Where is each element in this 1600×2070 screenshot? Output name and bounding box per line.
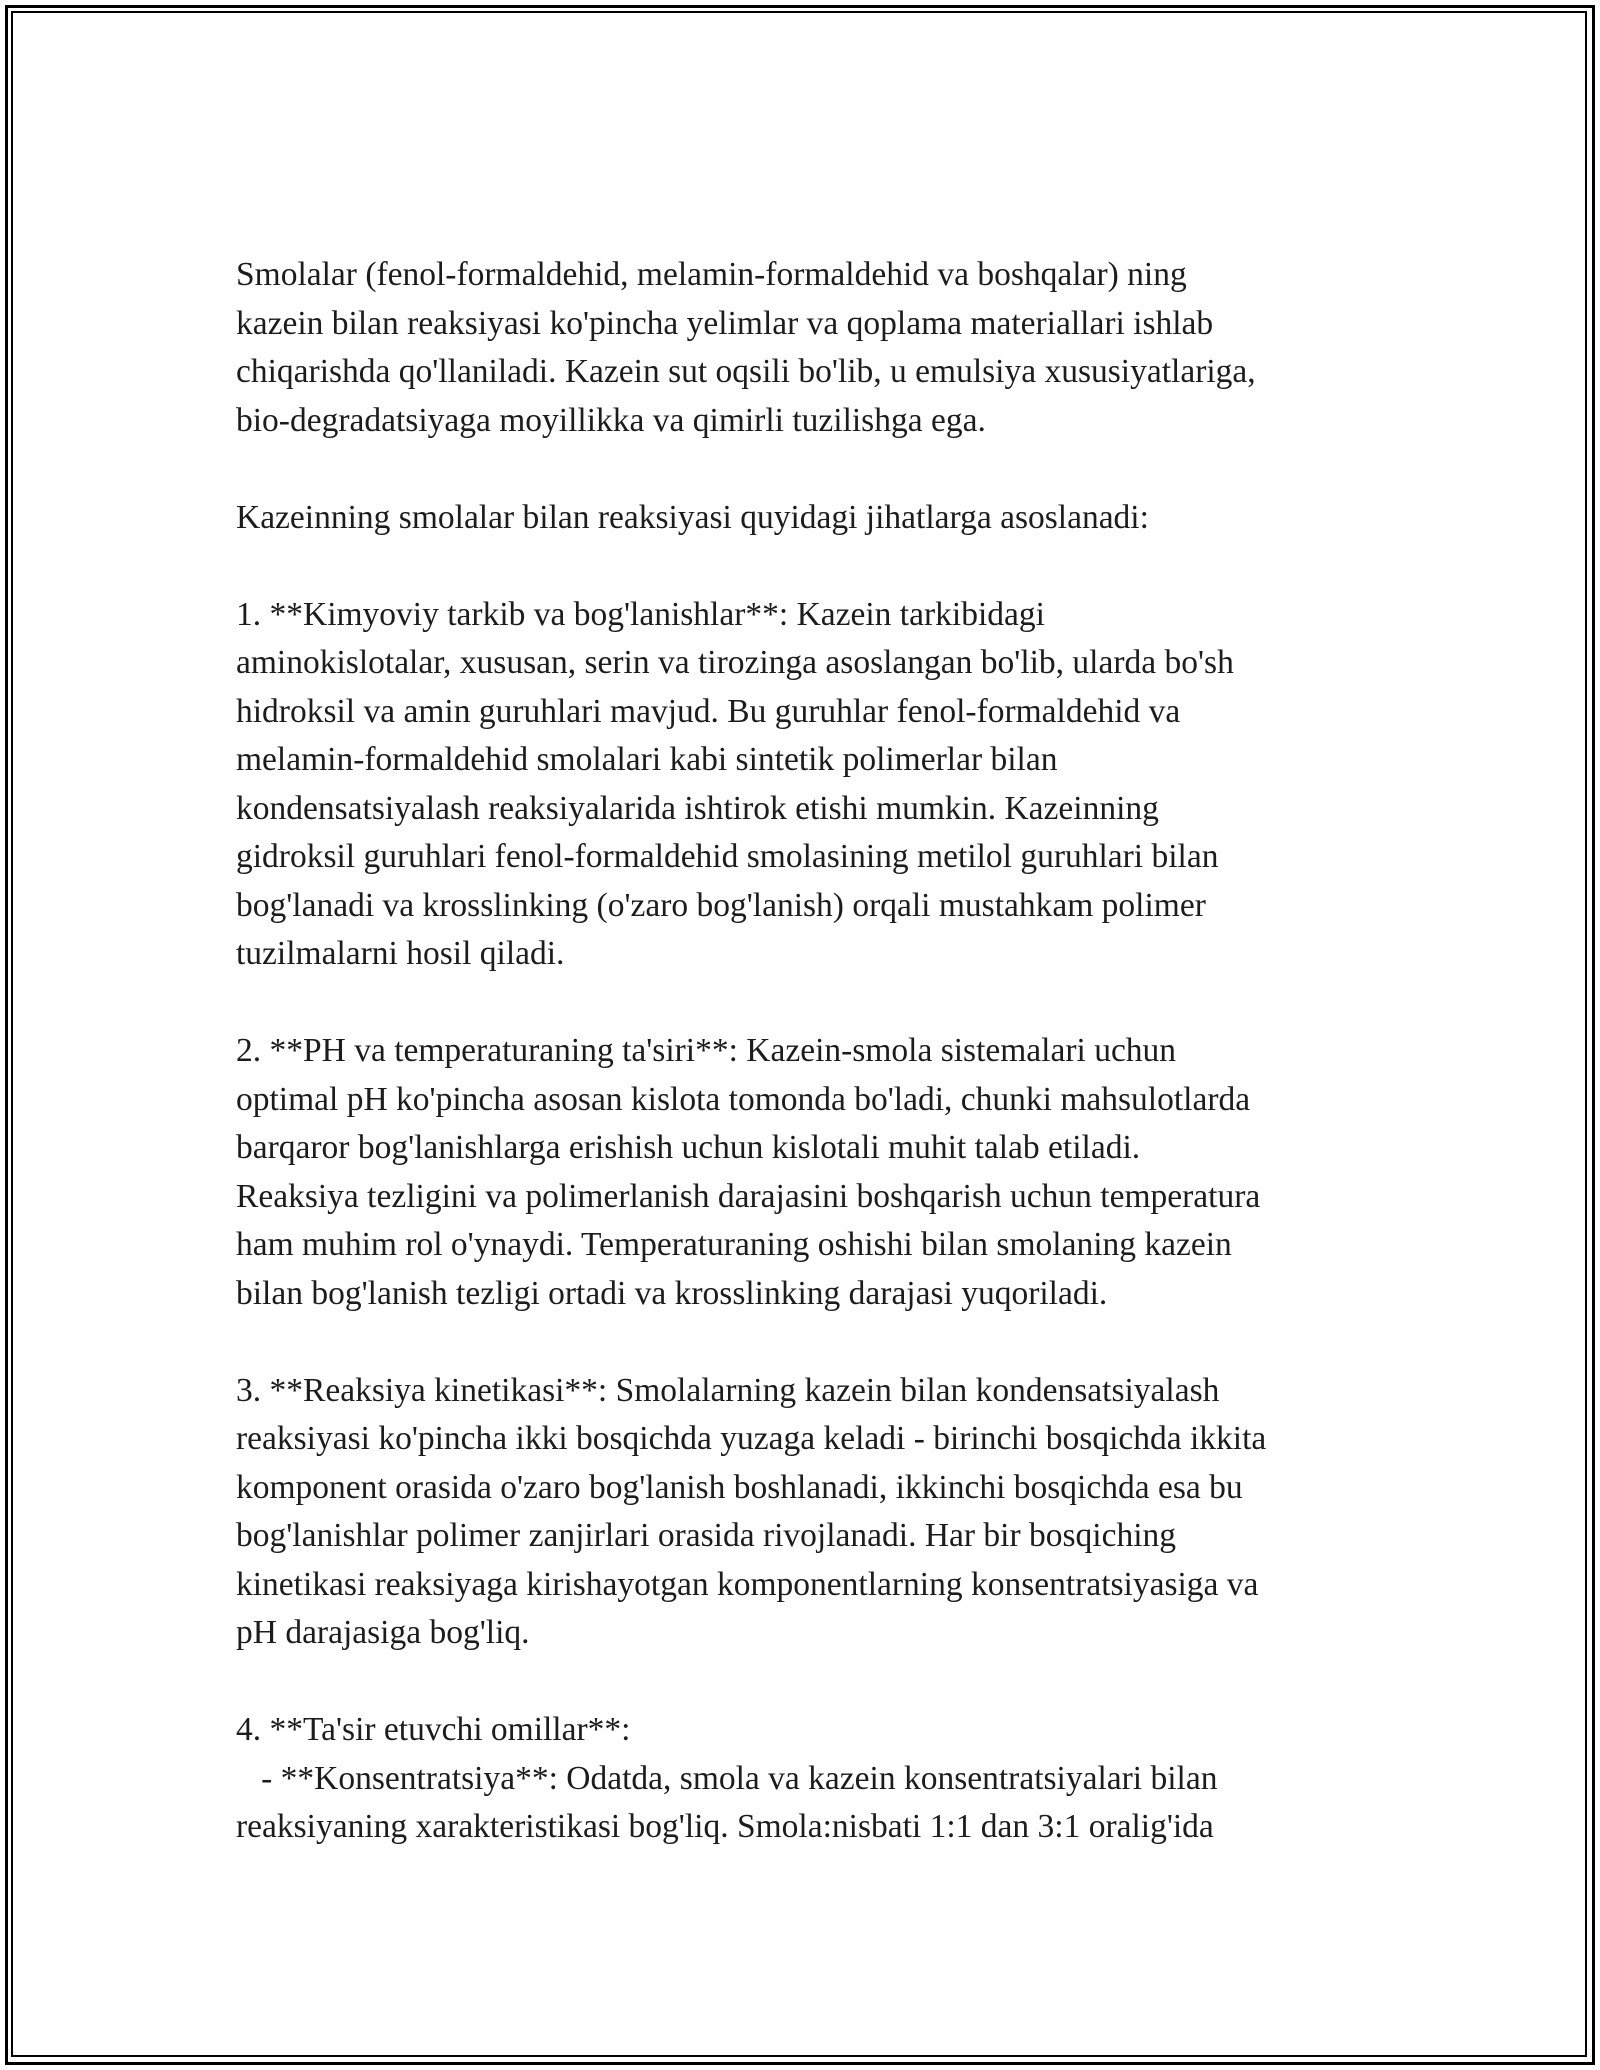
paragraph-item-1 <box>236 591 1386 979</box>
text-line: 4. **Ta'sir etuvchi omillar**: <box>236 1711 631 1748</box>
text-line: 3. **Reaksiya kinetikasi**: Smolalarning kazein bilan kondensatsiyalash <box>236 1371 1220 1409</box>
paragraph-intro <box>236 251 1386 445</box>
paragraph-item-3 <box>236 1367 1386 1658</box>
text-line: melamin-formaldehid smolalari kabi sintetik polimerlar bilan <box>236 741 1058 778</box>
text-line: aminokislotalar, xususan, serin va tirozinga asoslangan bo'lib, ularda bo'sh <box>236 644 1234 681</box>
text-line: 1. **Kimyoviy tarkib va bog'lanishlar**: Kazein tarkibidagi <box>236 595 1045 633</box>
paragraph-gap <box>236 542 1386 591</box>
paragraph-item-4 <box>236 1706 1386 1852</box>
text-line: bog'lanishlar polimer zanjirlari orasida rivojlanadi. Har bir bosqiching <box>236 1517 1177 1554</box>
text-line: Kazeinning smolalar bilan reaksiyasi quyidagi jihatlarga asoslanadi: <box>236 498 1149 536</box>
text-line: bog'lanadi va krosslinking (o'zaro bog'lanish) orqali mustahkam polimer <box>236 886 1206 924</box>
text-line: reaksiyaning xarakteristikasi bog'liq. Smola:nisbati 1:1 dan 3:1 oralig'ida <box>236 1808 1214 1845</box>
text-line: bilan bog'lanish tezligi ortadi va krosslinking darajasi yuqoriladi. <box>236 1274 1108 1312</box>
text-line: ham muhim rol o'ynaydi. Temperaturaning oshishi bilan smolaning kazein <box>236 1226 1232 1263</box>
text-line: chiqarishda qo'llaniladi. Kazein sut oqsili bo'lib, u emulsiya xususiyatlariga, <box>236 353 1256 390</box>
text-line: reaksiyasi ko'pincha ikki bosqichda yuzaga keladi - birinchi bosqichda ikkita <box>236 1420 1267 1457</box>
paragraph-gap <box>236 1658 1386 1707</box>
text-line: - **Konsentratsiya**: Odatda, smola va kazein konsentratsiyalari bilan <box>236 1759 1218 1797</box>
text-line: tuzilmalarni hosil qiladi. <box>236 935 565 972</box>
text-line: barqaror bog'lanishlarga erishish uchun kislotali muhit talab etiladi. <box>236 1129 1141 1166</box>
text-line: Reaksiya tezligini va polimerlanish darajasini boshqarish uchun temperatura <box>236 1177 1261 1215</box>
text-line: kondensatsiyalash reaksiyalarida ishtirok etishi mumkin. Kazeinning <box>236 789 1159 827</box>
document-body <box>236 251 1386 1852</box>
text-line: bio-degradatsiyaga moyillikka va qimirli tuzilishga ega. <box>236 401 986 439</box>
text-line: kinetikasi reaksiyaga kirishayotgan komponentlarning konsentratsiyasiga va <box>236 1565 1259 1603</box>
paragraph-item-2 <box>236 1027 1386 1318</box>
text-line: optimal pH ko'pincha asosan kislota tomonda bo'ladi, chunki mahsulotlarda <box>236 1080 1251 1118</box>
paragraph-gap <box>236 1318 1386 1367</box>
paragraph-aspects-intro <box>236 494 1386 543</box>
text-line: gidroksil guruhlari fenol-formaldehid smolasining metilol guruhlari bilan <box>236 838 1219 875</box>
text-line: Smolalar (fenol-formaldehid, melamin-formaldehid va boshqalar) ning <box>236 256 1187 293</box>
paragraph-gap <box>236 445 1386 494</box>
text-line: pH darajasiga bog'liq. <box>236 1614 530 1651</box>
text-line: 2. **PH va temperaturaning ta'siri**: Kazein-smola sistemalari uchun <box>236 1032 1177 1069</box>
text-line: hidroksil va amin guruhlari mavjud. Bu guruhlar fenol-formaldehid va <box>236 692 1181 730</box>
text-line: kazein bilan reaksiyasi ko'pincha yelimlar va qoplama materiallari ishlab <box>236 304 1214 342</box>
paragraph-gap <box>236 979 1386 1028</box>
text-line: komponent orasida o'zaro bog'lanish boshlanadi, ikkinchi bosqichda esa bu <box>236 1468 1243 1506</box>
